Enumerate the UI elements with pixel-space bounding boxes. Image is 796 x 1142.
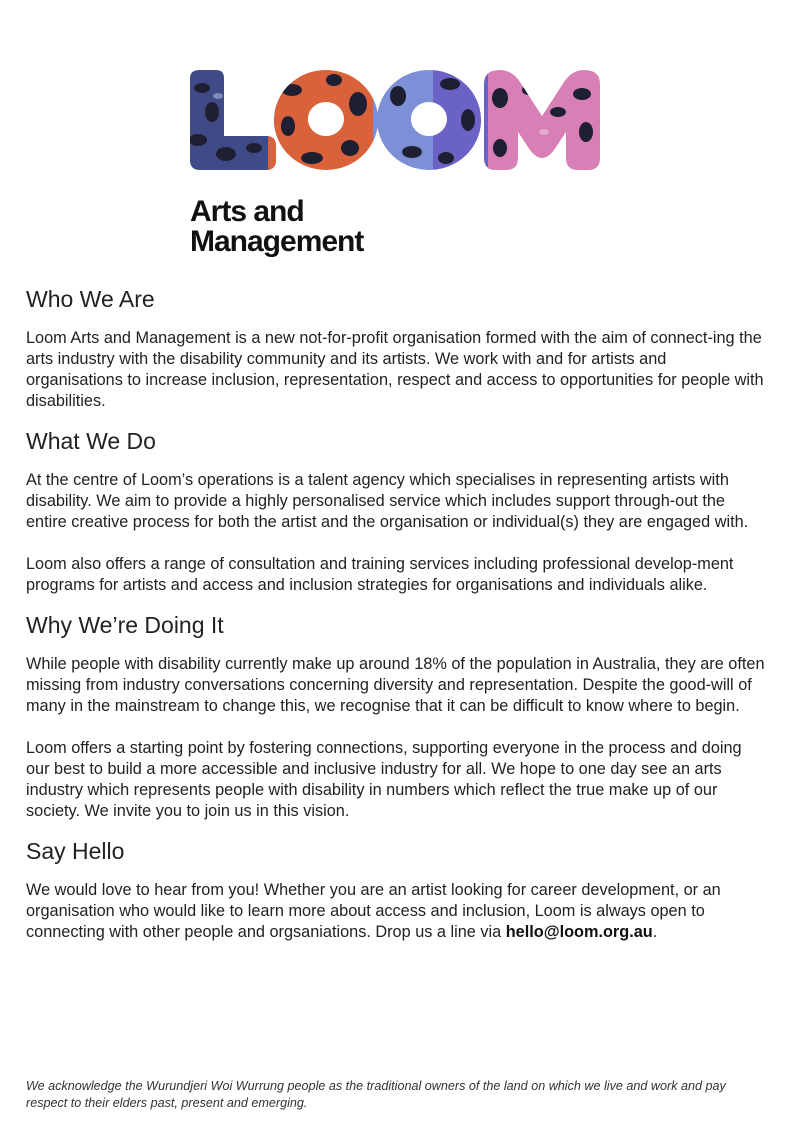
heading-what-we-do: What We Do bbox=[26, 428, 156, 454]
main-content bbox=[26, 284, 766, 943]
why-paragraph-2: Loom offers a starting point by fostering connections, supporting everyone in the process and doing our best to build a more accessible and inclusive industry for all. We hope to one day see an arts industry which represents people with disability in numbers which reflect the true make up of our society. We invite you to join us in this vision. bbox=[26, 739, 742, 820]
hello-text-end: . bbox=[652, 923, 658, 941]
hello-text: We would love to hear from you! Whether you are an artist looking for career development, or an organisation who would like to learn more about access and inclusion, Loom is always open to connecting with other people and orgsaniations. Drop us a line via bbox=[26, 881, 721, 941]
acknowledgement-of-country: We acknowledge the Wurundjeri Woi Wurrung people as the traditional owners of the land on which we live and work and pay respect to their elders past, present and emerging. bbox=[26, 1079, 726, 1110]
heading-say-hello: Say Hello bbox=[26, 838, 125, 864]
subtitle-line-1: Arts and bbox=[190, 195, 304, 228]
what-paragraph-2: Loom also offers a range of consultation and training services including professional develop-ment programs for artists and access and inclusion strategies for organisations and individuals alike. bbox=[26, 555, 734, 594]
heading-why-were-doing-it: Why We’re Doing It bbox=[26, 612, 224, 638]
loom-logo-graphic bbox=[188, 68, 604, 173]
logo-subtitle bbox=[190, 197, 363, 257]
heading-who-we-are: Who We Are bbox=[26, 286, 155, 312]
why-paragraph-1: While people with disability currently make up around 18% of the population in Australia, they are often missing from industry conversations concerning diversity and representation. Despite the good-will of many in the mainstream to change this, we recognise that it can be difficult to know where to begin. bbox=[26, 655, 765, 715]
email-link[interactable]: hello@loom.org.au bbox=[505, 923, 653, 941]
loom-logo bbox=[188, 68, 604, 173]
subtitle-line-2: Management bbox=[190, 225, 364, 258]
who-paragraph-1: Loom Arts and Management is a new not-for-profit organisation formed with the aim of connect-ing the arts industry with the disability community and its artists. We work with and for artists and organisations to increase inclusion, representation, respect and access to opportunities for people with disabilities. bbox=[26, 329, 764, 410]
hello-paragraph bbox=[26, 880, 766, 943]
what-paragraph-1: At the centre of Loom’s operations is a talent agency which specialises in representing artists with disability. We aim to provide a highly personalised service which includes support through-out the entire creative process for both the artist and the organisation or individual(s) they are engaged with. bbox=[26, 471, 749, 531]
